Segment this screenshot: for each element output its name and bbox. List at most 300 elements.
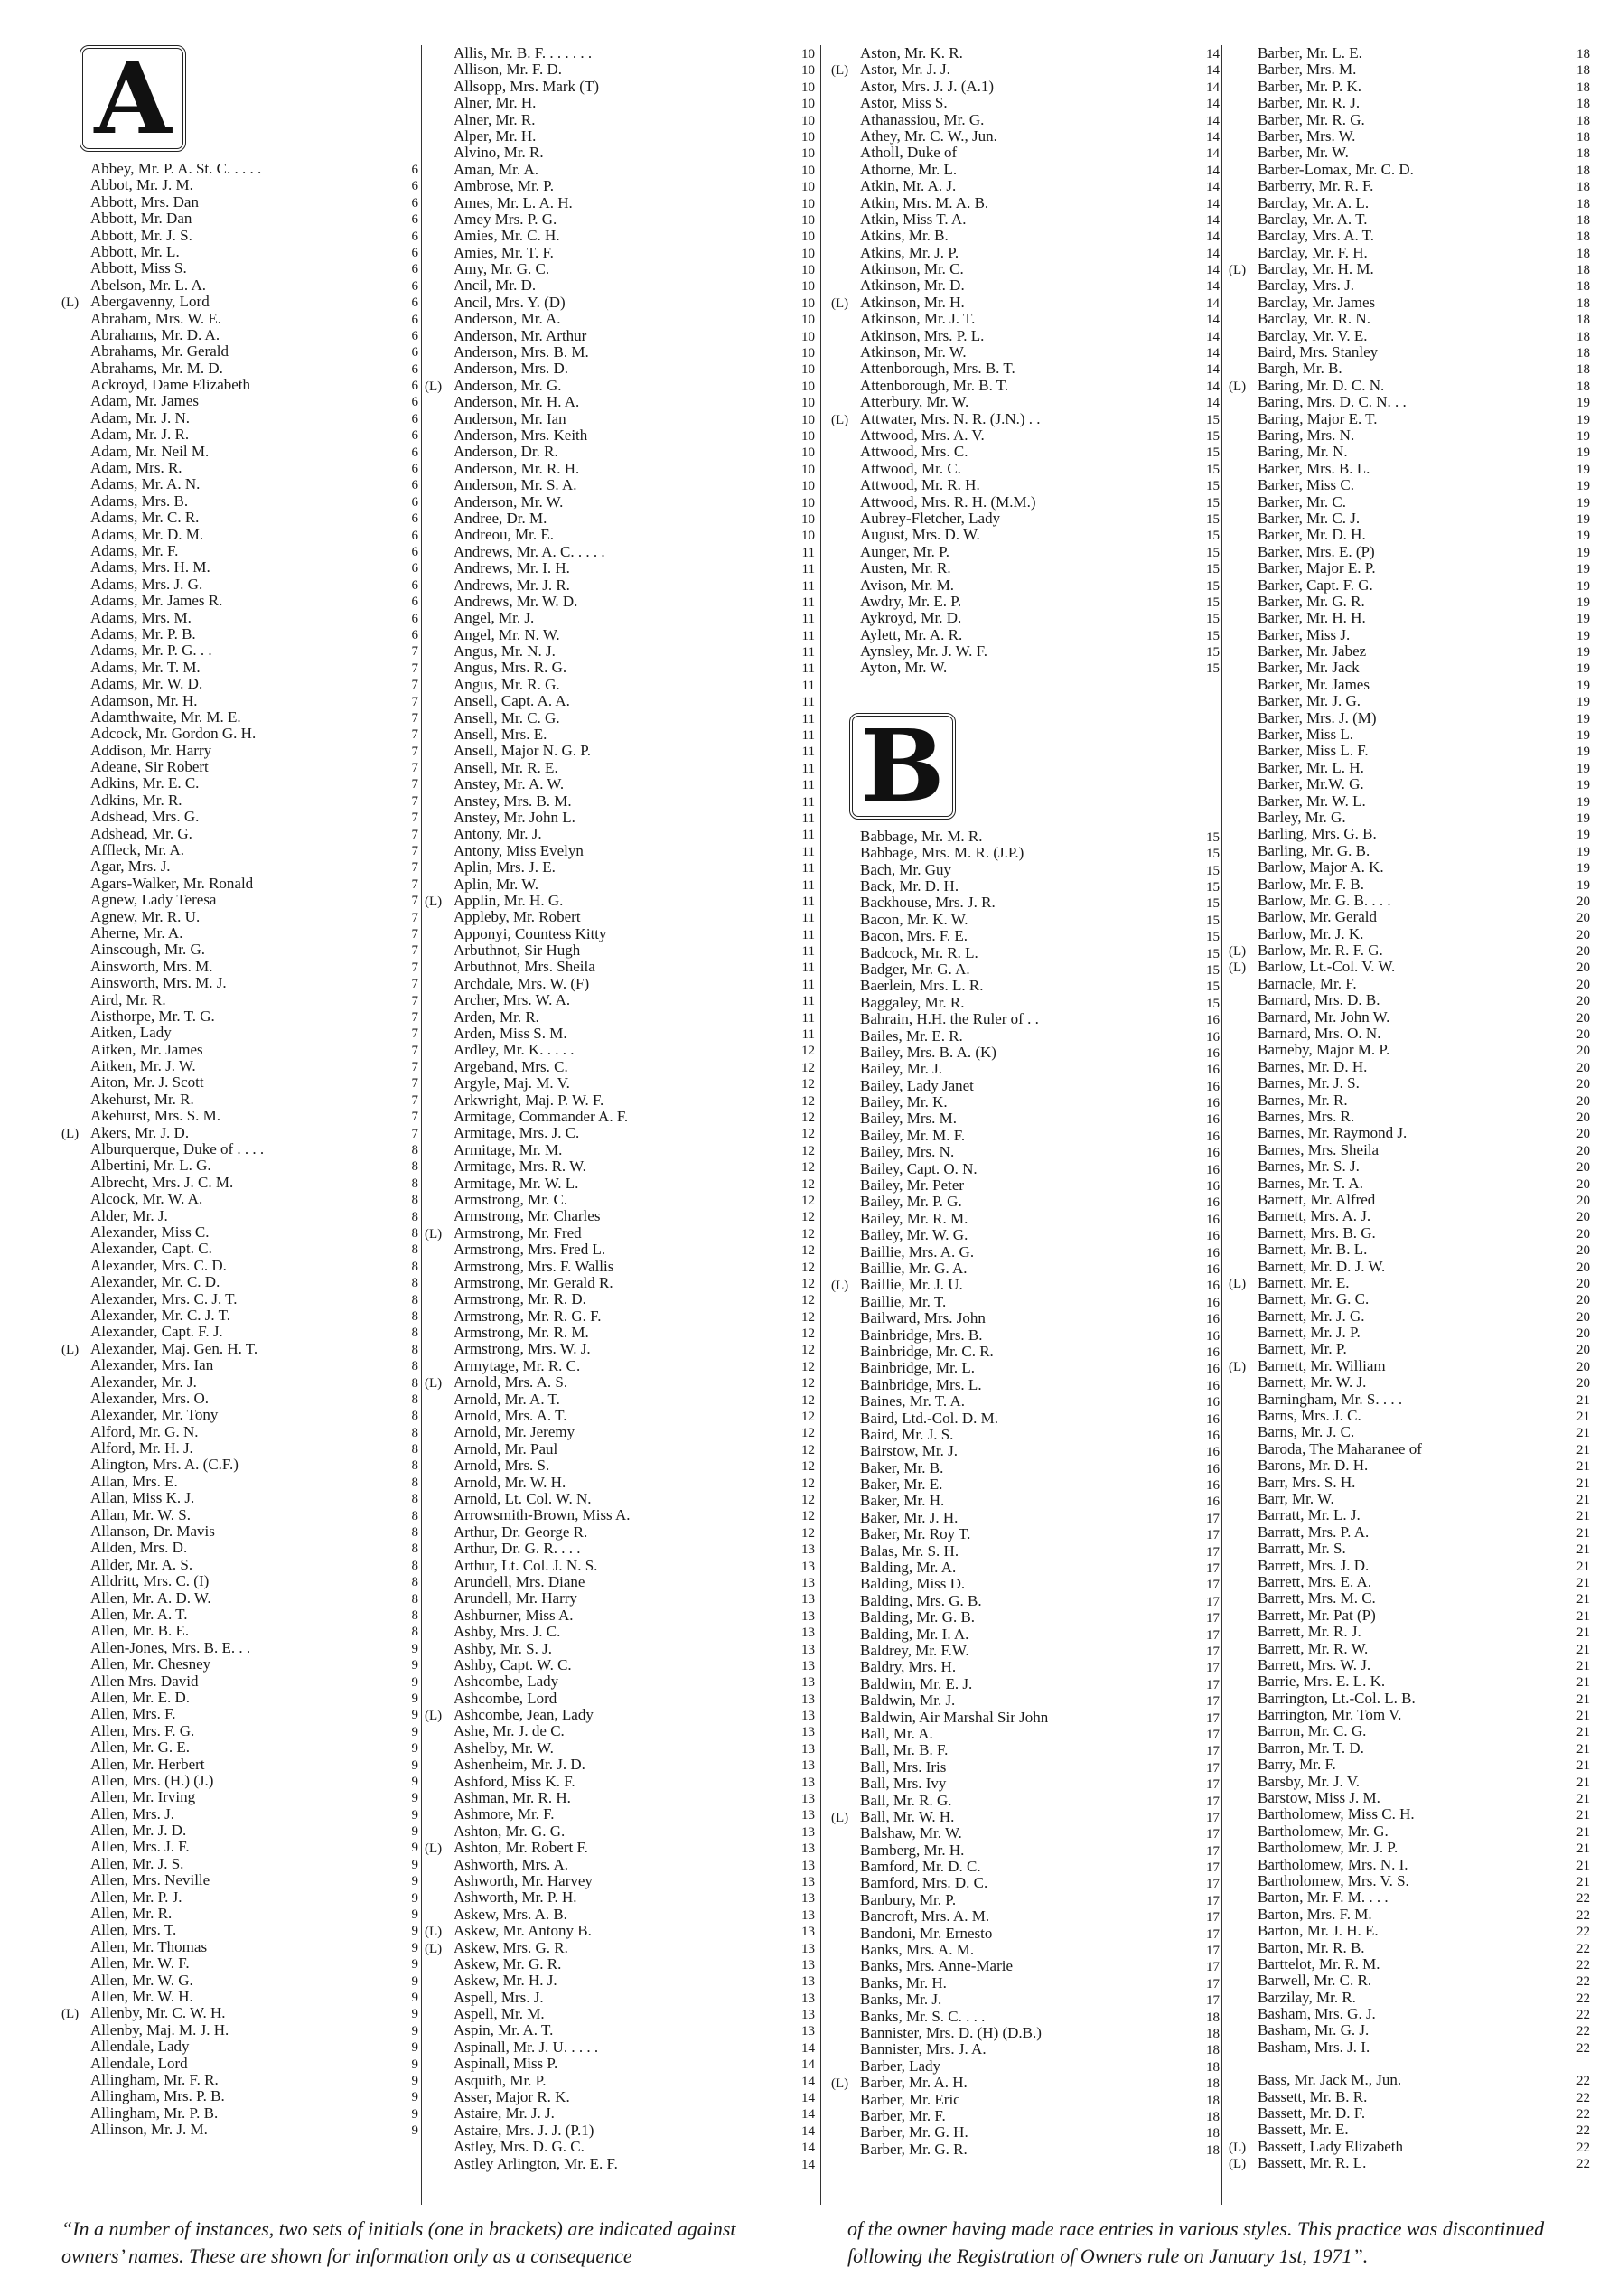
page-number: 20 (1576, 1243, 1590, 1259)
index-entry (61, 1157, 418, 1174)
owner-name: Bach, Mr. Guy (860, 861, 952, 878)
owner-name: Affleck, Mr. A. (90, 842, 185, 859)
owner-name: Adams, Mrs. H. M. (90, 559, 210, 576)
index-entry (1229, 726, 1590, 743)
page-number: 17 (1206, 1544, 1220, 1560)
page-number: 10 (801, 346, 815, 361)
page-number: 10 (801, 196, 815, 211)
index-entry (831, 1294, 1220, 1310)
index-entry (425, 2022, 815, 2038)
owner-name: Allen, Mr. Thomas (90, 1938, 208, 1955)
page-number: 20 (1576, 1293, 1590, 1308)
owner-name: Barker, Mr. J. G. (1258, 693, 1361, 710)
page-number: 20 (1576, 1010, 1590, 1026)
index-entry (831, 1859, 1220, 1875)
page-number: 14 (801, 2157, 815, 2172)
page-number: 7 (411, 960, 418, 975)
page-number: 18 (1576, 362, 1590, 378)
owner-name: Baker, Mr. H. (860, 1493, 945, 1510)
owner-name: Barr, Mrs. S. H. (1258, 1474, 1356, 1491)
index-entry (425, 1125, 815, 1141)
index-entry (1229, 1424, 1590, 1440)
index-entry (831, 1094, 1220, 1111)
owner-name: Allan, Miss K. J. (90, 1490, 195, 1507)
page-number: 19 (1576, 412, 1590, 427)
index-entry (61, 1690, 418, 1706)
index-entry (425, 1889, 815, 1906)
page-number: 11 (801, 927, 815, 942)
page-number: 13 (801, 1991, 815, 2006)
owner-name: Barlow, Mr. G. B. . . . (1258, 892, 1391, 909)
owner-name: Adams, Mr. C. R. (90, 510, 200, 527)
index-entry (831, 2124, 1220, 2141)
page-number: 6 (411, 195, 418, 211)
index-entry (61, 1789, 418, 1805)
owner-name: Attwood, Mr. C. (860, 460, 961, 477)
index-entry (1229, 45, 1590, 61)
column-divider (421, 45, 422, 2205)
page-number: 21 (1576, 1758, 1590, 1774)
owner-name: Bartholomew, Miss C. H. (1258, 1806, 1415, 1823)
index-entry (1229, 1707, 1590, 1723)
index-entry (61, 1191, 418, 1207)
index-entry (1229, 1923, 1590, 1939)
index-entry (831, 928, 1220, 944)
owner-name: Applin, Mr. H. G. (454, 892, 564, 909)
index-entry (1229, 610, 1590, 626)
owner-name: Angus, Mr. R. G. (454, 676, 560, 693)
page-number: 21 (1576, 1824, 1590, 1840)
page-number: 10 (801, 412, 815, 427)
page-number: 9 (411, 1674, 418, 1690)
owner-name: Attwater, Mrs. N. R. (J.N.) . . (860, 410, 1041, 427)
index-entry (425, 776, 815, 792)
index-entry (61, 1341, 418, 1357)
owner-name: Bancroft, Mrs. A. M. (860, 1908, 990, 1926)
page-number: 18 (1576, 263, 1590, 278)
owner-name: Barnett, Mr. Alfred (1258, 1191, 1376, 1208)
index-entry (1229, 1507, 1590, 1523)
page-number: 20 (1576, 994, 1590, 1009)
index-entry (425, 61, 815, 78)
page-number: 11 (801, 745, 815, 760)
owner-name: Armitage, Mr. W. L. (454, 1175, 579, 1192)
owner-name: Akehurst, Mrs. S. M. (90, 1108, 221, 1125)
owner-name: Banks, Mr. H. (860, 1974, 947, 1991)
page-number: 7 (411, 694, 418, 709)
page-number: 19 (1576, 445, 1590, 461)
index-entry (831, 560, 1220, 576)
index-entry (831, 1211, 1220, 1227)
page-number: 20 (1576, 977, 1590, 992)
owner-name: Banbury, Mr. P. (860, 1891, 957, 1908)
owner-name: Baring, Mr. N. (1258, 444, 1348, 461)
page-number: 20 (1576, 1077, 1590, 1092)
owner-name: Bainbridge, Mr. L. (860, 1360, 976, 1377)
owner-name: Bailey, Mr. M. F. (860, 1127, 966, 1144)
page-number: 18 (1206, 2109, 1220, 2124)
owner-name: Andreou, Mr. E. (454, 527, 554, 544)
owner-name: Angel, Mr. J. (454, 610, 535, 627)
index-entry (1229, 1574, 1590, 1590)
page-number: 14 (1206, 313, 1220, 328)
page-number: 7 (411, 876, 418, 892)
entry-marker: (L) (425, 1226, 443, 1242)
owner-name: Ardley, Mr. K. . . . . (454, 1042, 575, 1059)
entry-marker: (L) (425, 1376, 443, 1392)
index-entry (831, 829, 1220, 845)
page-number: 21 (1576, 1426, 1590, 1441)
entry-marker: (L) (831, 295, 849, 311)
index-entry (831, 945, 1220, 961)
index-entry (831, 361, 1220, 377)
owner-name: Anderson, Mr. Ian (454, 410, 566, 427)
index-entry (1229, 527, 1590, 543)
owner-name: Barber, Mr. R. G. (1258, 111, 1365, 128)
owner-name: Bainbridge, Mr. C. R. (860, 1343, 994, 1360)
page-number: 14 (1206, 329, 1220, 344)
owner-name: Addison, Mr. Harry (90, 742, 212, 759)
owner-name: Anderson, Mr. A. (454, 311, 561, 328)
owner-name: Allen, Mr. A. D. W. (90, 1589, 211, 1607)
index-entry (831, 1543, 1220, 1560)
owner-name: Anstey, Mrs. B. M. (454, 792, 572, 810)
owner-name: Barlow, Mr. J. K. (1258, 925, 1364, 942)
page-number: 7 (411, 1092, 418, 1108)
spacer (1229, 2056, 1590, 2072)
page-number: 18 (1576, 379, 1590, 394)
owner-name: Anstey, Mr. A. W. (454, 776, 565, 793)
index-entry (1229, 1990, 1590, 2006)
index-entry (61, 1540, 418, 1556)
owner-name: Ainsworth, Mrs. M. J. (90, 975, 227, 992)
index-entry (831, 461, 1220, 477)
owner-name: Armstrong, Mrs. F. Wallis (454, 1258, 614, 1275)
index-entry (1229, 2105, 1590, 2122)
index-entry (425, 1507, 815, 1523)
index-entry (61, 2005, 418, 2021)
page-number: 8 (411, 1607, 418, 1623)
page-number: 21 (1576, 1675, 1590, 1691)
page-number: 17 (1206, 1860, 1220, 1876)
index-entry (61, 2105, 418, 2122)
owner-name: Allinson, Mr. J. M. (90, 2122, 208, 2139)
owner-name: Appleby, Mr. Robert (454, 909, 581, 926)
owner-name: Abbott, Mr. Dan (90, 211, 192, 228)
index-entry (61, 576, 418, 593)
owner-name: Barron, Mr. C. G. (1258, 1723, 1367, 1740)
index-entry (425, 1075, 815, 1092)
page-number: 16 (1206, 1262, 1220, 1277)
owner-name: Bailey, Mr. K. (860, 1094, 948, 1111)
index-entry (831, 1676, 1220, 1692)
page-number: 20 (1576, 1193, 1590, 1208)
index-entry (61, 1773, 418, 1789)
index-entry (1229, 2139, 1590, 2155)
owner-name: Aherne, Mr. A. (90, 924, 183, 942)
owner-name: Bainbridge, Mrs. B. (860, 1326, 983, 1344)
index-entry (425, 1457, 815, 1474)
index-entry (1229, 228, 1590, 244)
page-number: 13 (801, 1709, 815, 1724)
owner-name: Barker, Mr. W. L. (1258, 792, 1366, 810)
owner-name: Attwood, Mrs. R. H. (M.M.) (860, 493, 1036, 511)
owner-name: Bassett, Mr. R. L. (1258, 2155, 1367, 2172)
page-number: 13 (801, 1758, 815, 1774)
page-number: 21 (1576, 1642, 1590, 1657)
page-number: 18 (1576, 230, 1590, 245)
owner-name: Barber, Mr. L. E. (1258, 45, 1362, 61)
index-entry (425, 1774, 815, 1790)
page-number: 21 (1576, 1392, 1590, 1408)
owner-name: Babbage, Mrs. M. R. (J.P.) (860, 845, 1024, 862)
owner-name: Bartholomew, Mr. G. (1258, 1823, 1389, 1840)
owner-name: Adams, Mr. W. D. (90, 676, 203, 693)
owner-name: Bailey, Mrs. N. (860, 1144, 955, 1161)
owner-name: Allingham, Mr. P. B. (90, 2104, 219, 2122)
index-entry (425, 1857, 815, 1873)
index-column-1 (61, 40, 418, 2139)
index-entry (831, 1776, 1220, 1792)
owner-name: Barton, Mr. F. M. . . . (1258, 1889, 1389, 1907)
owner-name: Atkin, Mr. A. J. (860, 178, 957, 195)
index-entry (61, 1274, 418, 1290)
index-entry (425, 178, 815, 194)
owner-name: Barnard, Mrs. D. B. (1258, 992, 1380, 1009)
page-number: 20 (1576, 1127, 1590, 1142)
owner-name: Adshead, Mr. G. (90, 825, 192, 842)
owner-name: Adam, Mr. Neil M. (90, 443, 210, 460)
index-entry (1229, 511, 1590, 527)
owner-name: Alexander, Capt. C. (90, 1241, 212, 1258)
page-number: 9 (411, 1874, 418, 1889)
page-number: 19 (1576, 645, 1590, 661)
page-number: 19 (1576, 479, 1590, 494)
owner-name: Armitage, Mr. M. (454, 1141, 563, 1158)
owner-name: Abbot, Mr. J. M. (90, 177, 193, 194)
page-number: 11 (801, 778, 815, 793)
owner-name: Aitken, Mr. James (90, 1041, 203, 1058)
owner-name: Barker, Mr. C. J. (1258, 510, 1361, 527)
page-number: 13 (801, 1608, 815, 1624)
owner-name: Barker, Mr. Jack (1258, 660, 1360, 677)
owner-name: Barnard, Mrs. O. N. (1258, 1026, 1381, 1043)
owner-name: Anderson, Mrs. Keith (454, 426, 588, 444)
index-entry (831, 2009, 1220, 2025)
index-entry (61, 1906, 418, 1922)
owner-name: Allen, Mr. Irving (90, 1789, 196, 1806)
index-entry (61, 1224, 418, 1241)
page-number: 10 (801, 97, 815, 112)
page-number: 21 (1576, 1725, 1590, 1740)
page-number: 13 (801, 1642, 815, 1657)
index-entry (425, 843, 815, 859)
index-entry (61, 693, 418, 709)
index-entry (831, 511, 1220, 527)
page-number: 9 (411, 2023, 418, 2038)
page-number: 11 (801, 578, 815, 594)
owner-name: Aspin, Mr. A. T. (454, 2022, 554, 2039)
page-number: 17 (1206, 1677, 1220, 1692)
page-number: 14 (801, 2123, 815, 2139)
page-number: 20 (1576, 1276, 1590, 1291)
owner-name: Adams, Mr. F. (90, 542, 179, 559)
page-number: 10 (801, 329, 815, 344)
index-entry (425, 162, 815, 178)
index-entry (1229, 1109, 1590, 1125)
owner-name: Ansell, Mr. R. E. (454, 759, 558, 776)
owner-name: Ashton, Mr. Robert F. (454, 1840, 588, 1857)
index-entry (831, 261, 1220, 277)
page-number: 14 (1206, 346, 1220, 361)
owner-name: Amey Mrs. P. G. (454, 211, 557, 228)
index-entry (1229, 1973, 1590, 1989)
owner-name: Barker, Mr.W. G. (1258, 776, 1364, 793)
index-entry (831, 45, 1220, 61)
index-entry (61, 626, 418, 642)
owner-name: Adams, Mr. D. M. (90, 526, 204, 543)
index-entry (425, 1208, 815, 1224)
owner-name: Barnett, Mr. G. C. (1258, 1291, 1370, 1308)
page-number: 17 (1206, 1843, 1220, 1859)
owner-name: Bargh, Mr. B. (1258, 361, 1342, 378)
index-entry (831, 978, 1220, 994)
index-entry (425, 577, 815, 594)
owner-name: Barsby, Mr. J. V. (1258, 1773, 1361, 1790)
entry-marker: (L) (425, 894, 443, 909)
owner-name: Bassett, Mr. B. R. (1258, 2088, 1368, 2105)
index-entry (425, 95, 815, 111)
page-number: 12 (801, 1160, 815, 1176)
page-number: 21 (1576, 1442, 1590, 1457)
page-number: 15 (1206, 462, 1220, 477)
owner-name: Allen, Mr. Herbert (90, 1756, 205, 1773)
page-number: 10 (801, 313, 815, 328)
page-number: 6 (411, 328, 418, 343)
index-entry (1229, 112, 1590, 128)
index-entry (425, 760, 815, 776)
owner-name: Aspinall, Mr. J. U. . . . . (454, 2038, 599, 2056)
page-number: 14 (1206, 396, 1220, 411)
page-number: 20 (1576, 1027, 1590, 1043)
page-number: 10 (801, 445, 815, 461)
index-entry (831, 2058, 1220, 2075)
page-number: 16 (1206, 1345, 1220, 1360)
index-entry (425, 1491, 815, 1507)
index-entry (425, 1823, 815, 1840)
page-number: 8 (411, 1558, 418, 1573)
index-entry (1229, 1392, 1590, 1408)
index-entry (831, 1842, 1220, 1859)
entry-marker: (L) (1229, 1276, 1247, 1291)
owner-name: Barley, Mr. G. (1258, 809, 1346, 826)
index-entry (831, 1892, 1220, 1908)
index-entry (425, 427, 815, 444)
index-entry (61, 510, 418, 526)
owner-name: Barling, Mr. G. B. (1258, 842, 1370, 859)
owner-name: Aitken, Mr. J. W. (90, 1058, 196, 1075)
index-column-3 (831, 45, 1220, 2158)
page-number: 10 (801, 63, 815, 79)
page-number: 20 (1576, 911, 1590, 926)
index-entry (1229, 1790, 1590, 1806)
index-entry (425, 511, 815, 527)
index-entry (61, 476, 418, 492)
index-entry (1229, 660, 1590, 676)
page-number: 8 (411, 1292, 418, 1307)
owner-name: Andrews, Mr. J. R. (454, 576, 570, 594)
index-entry (61, 909, 418, 925)
entry-marker: (L) (831, 1279, 849, 1294)
owner-name: Bass, Mr. Jack M., Jun. (1258, 2072, 1402, 2089)
index-entry (425, 1092, 815, 1109)
entry-marker: (L) (1229, 379, 1247, 394)
owner-name: Adam, Mrs. R. (90, 460, 182, 477)
index-entry (61, 1291, 418, 1307)
index-entry (61, 493, 418, 510)
index-entry (61, 876, 418, 892)
owner-name: Baring, Mrs. D. C. N. . . (1258, 394, 1407, 411)
index-entry (425, 1325, 815, 1341)
page-number: 12 (801, 1293, 815, 1308)
index-entry (831, 1277, 1220, 1293)
entry-marker: (L) (1229, 2140, 1247, 2155)
entry-marker: (L) (831, 63, 849, 79)
page-number: 13 (801, 1626, 815, 1641)
page-number: 14 (1206, 196, 1220, 211)
owner-name: Anstey, Mr. John L. (454, 809, 575, 826)
entry-marker: (L) (425, 1925, 443, 1940)
owner-name: Badger, Mr. G. A. (860, 961, 970, 978)
owner-name: Balding, Miss D. (860, 1576, 966, 1593)
index-entry (425, 693, 815, 709)
page-number: 10 (801, 146, 815, 162)
owner-name: Amies, Mr. C. H. (454, 228, 560, 245)
page-number: 15 (1206, 913, 1220, 928)
index-entry (61, 1391, 418, 1407)
owner-name: Attwood, Mr. R. H. (860, 477, 980, 494)
index-entry (61, 1324, 418, 1340)
owner-name: Arbuthnot, Sir Hugh (454, 942, 581, 960)
owner-name: Arthur, Dr. George R. (454, 1523, 588, 1541)
index-entry (425, 1158, 815, 1175)
page-number: 22 (1576, 1907, 1590, 1923)
owner-name: Ashcombe, Jean, Lady (454, 1707, 594, 1724)
index-entry (1229, 261, 1590, 277)
owner-name: Alington, Mrs. A. (C.F.) (90, 1457, 239, 1474)
index-entry (425, 909, 815, 925)
owner-name: Bailey, Capt. O. N. (860, 1160, 978, 1177)
owner-name: Barber, Mr. A. H. (860, 2075, 968, 2092)
entry-marker: (L) (425, 1941, 443, 1956)
owner-name: Adshead, Mrs. G. (90, 809, 200, 826)
page-number: 15 (1206, 595, 1220, 610)
page-number: 20 (1576, 1160, 1590, 1176)
index-entry (1229, 1590, 1590, 1607)
page-number: 14 (1206, 129, 1220, 145)
page-number: 7 (411, 644, 418, 660)
owner-name: Anderson, Mr. R. H. (454, 460, 580, 477)
page-number: 14 (801, 2074, 815, 2089)
page-number: 21 (1576, 1874, 1590, 1889)
owner-name: Astor, Mrs. J. J. (A.1) (860, 78, 995, 95)
page-number: 14 (801, 2091, 815, 2106)
owner-name: Atkinson, Mr. D. (860, 277, 965, 295)
owner-name: Armstrong, Mr. Charles (454, 1208, 601, 1225)
owner-name: Baldwin, Mr. J. (860, 1692, 956, 1710)
index-entry (425, 79, 815, 95)
owner-name: Barry, Mr. F. (1258, 1757, 1336, 1774)
